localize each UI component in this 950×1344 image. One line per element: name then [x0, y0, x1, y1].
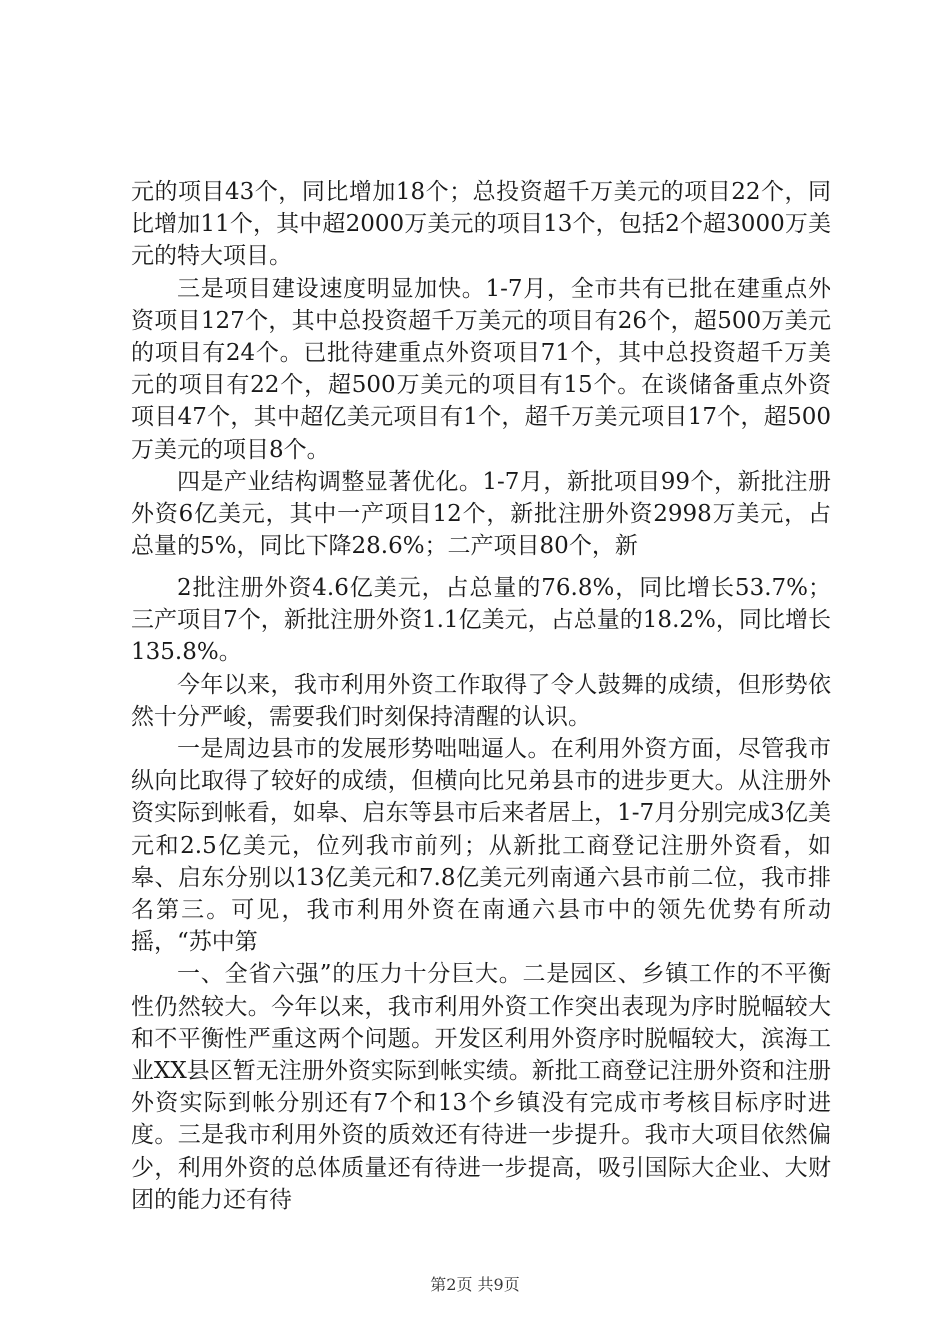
paragraph: 2批注册外资4.6亿美元，占总量的76.8%，同比增长53.7%；三产项目7个，新批注册外资1.1亿美元，占总量的18.2%，同比增长135.8%。 [131, 575, 831, 666]
page-number-footer: 第2页 共9页 [430, 1275, 520, 1294]
paragraph: 元的项目43个，同比增加18个；总投资超千万美元的项目22个，同比增加11个，其中超2000万美元的项目13个，包括2个超3000万美元的特大项目。 [131, 179, 831, 270]
paragraph: 今年以来，我市利用外资工作取得了令人鼓舞的成绩，但形势依然十分严峻，需要我们时刻保持清醒的认识。 [131, 671, 831, 730]
text-block-lower [131, 572, 831, 1216]
paragraph: 三是项目建设速度明显加快。1-7月，全市共有已批在建重点外资项目127个，其中总投资超千万美元的项目有26个，超500万美元的项目有24个。已批待建重点外资项目71个，其中总投资超千万美元的项目有22个，超500万美元的项目有15个。在谈储备重点外资项目47个，其中超亿美元项目有1个，超千万美元项目17个，超500万美元的项目8个。 [131, 275, 831, 463]
text-block-upper [131, 176, 831, 562]
paragraph: 一、全省六强”的压力十分巨大。二是园区、乡镇工作的不平衡性仍然较大。今年以来，我市利用外资工作突出表现为序时脱幅较大和不平衡性严重这两个问题。开发区利用外资序时脱幅较大，滨海工业XX县区暂无注册外资实际到帐实绩。新批工商登记注册外资和注册外资实际到帐分别还有7个和13个乡镇没有完成市考核目标序时进度。三是我市利用外资的质效还有待进一步提升。我市大项目依然偏少，利用外资的总体质量还有待进一步提高，吸引国际大企业、大财团的能力还有待 [131, 961, 831, 1213]
paragraph: 一是周边县市的发展形势咄咄逼人。在利用外资方面，尽管我市纵向比取得了较好的成绩，但横向比兄弟县市的进步更大。从注册外资实际到帐看，如皋、启东等县市后来者居上，1-7月分别完成3亿美元和2.5亿美元，位列我市前列；从新批工商登记注册外资看，如皋、启东分别以13亿美元和7.8亿美元列南通六县市前二位，我市排名第三。可见，我市利用外资在南通六县市中的领先优势有所动摇，“苏中第 [131, 736, 831, 956]
paragraph: 四是产业结构调整显著优化。1-7月，新批项目99个，新批注册外资6亿美元，其中一产项目12个，新批注册外资2998万美元，占总量的5%，同比下降28.6%；二产项目80个，新 [131, 468, 831, 560]
